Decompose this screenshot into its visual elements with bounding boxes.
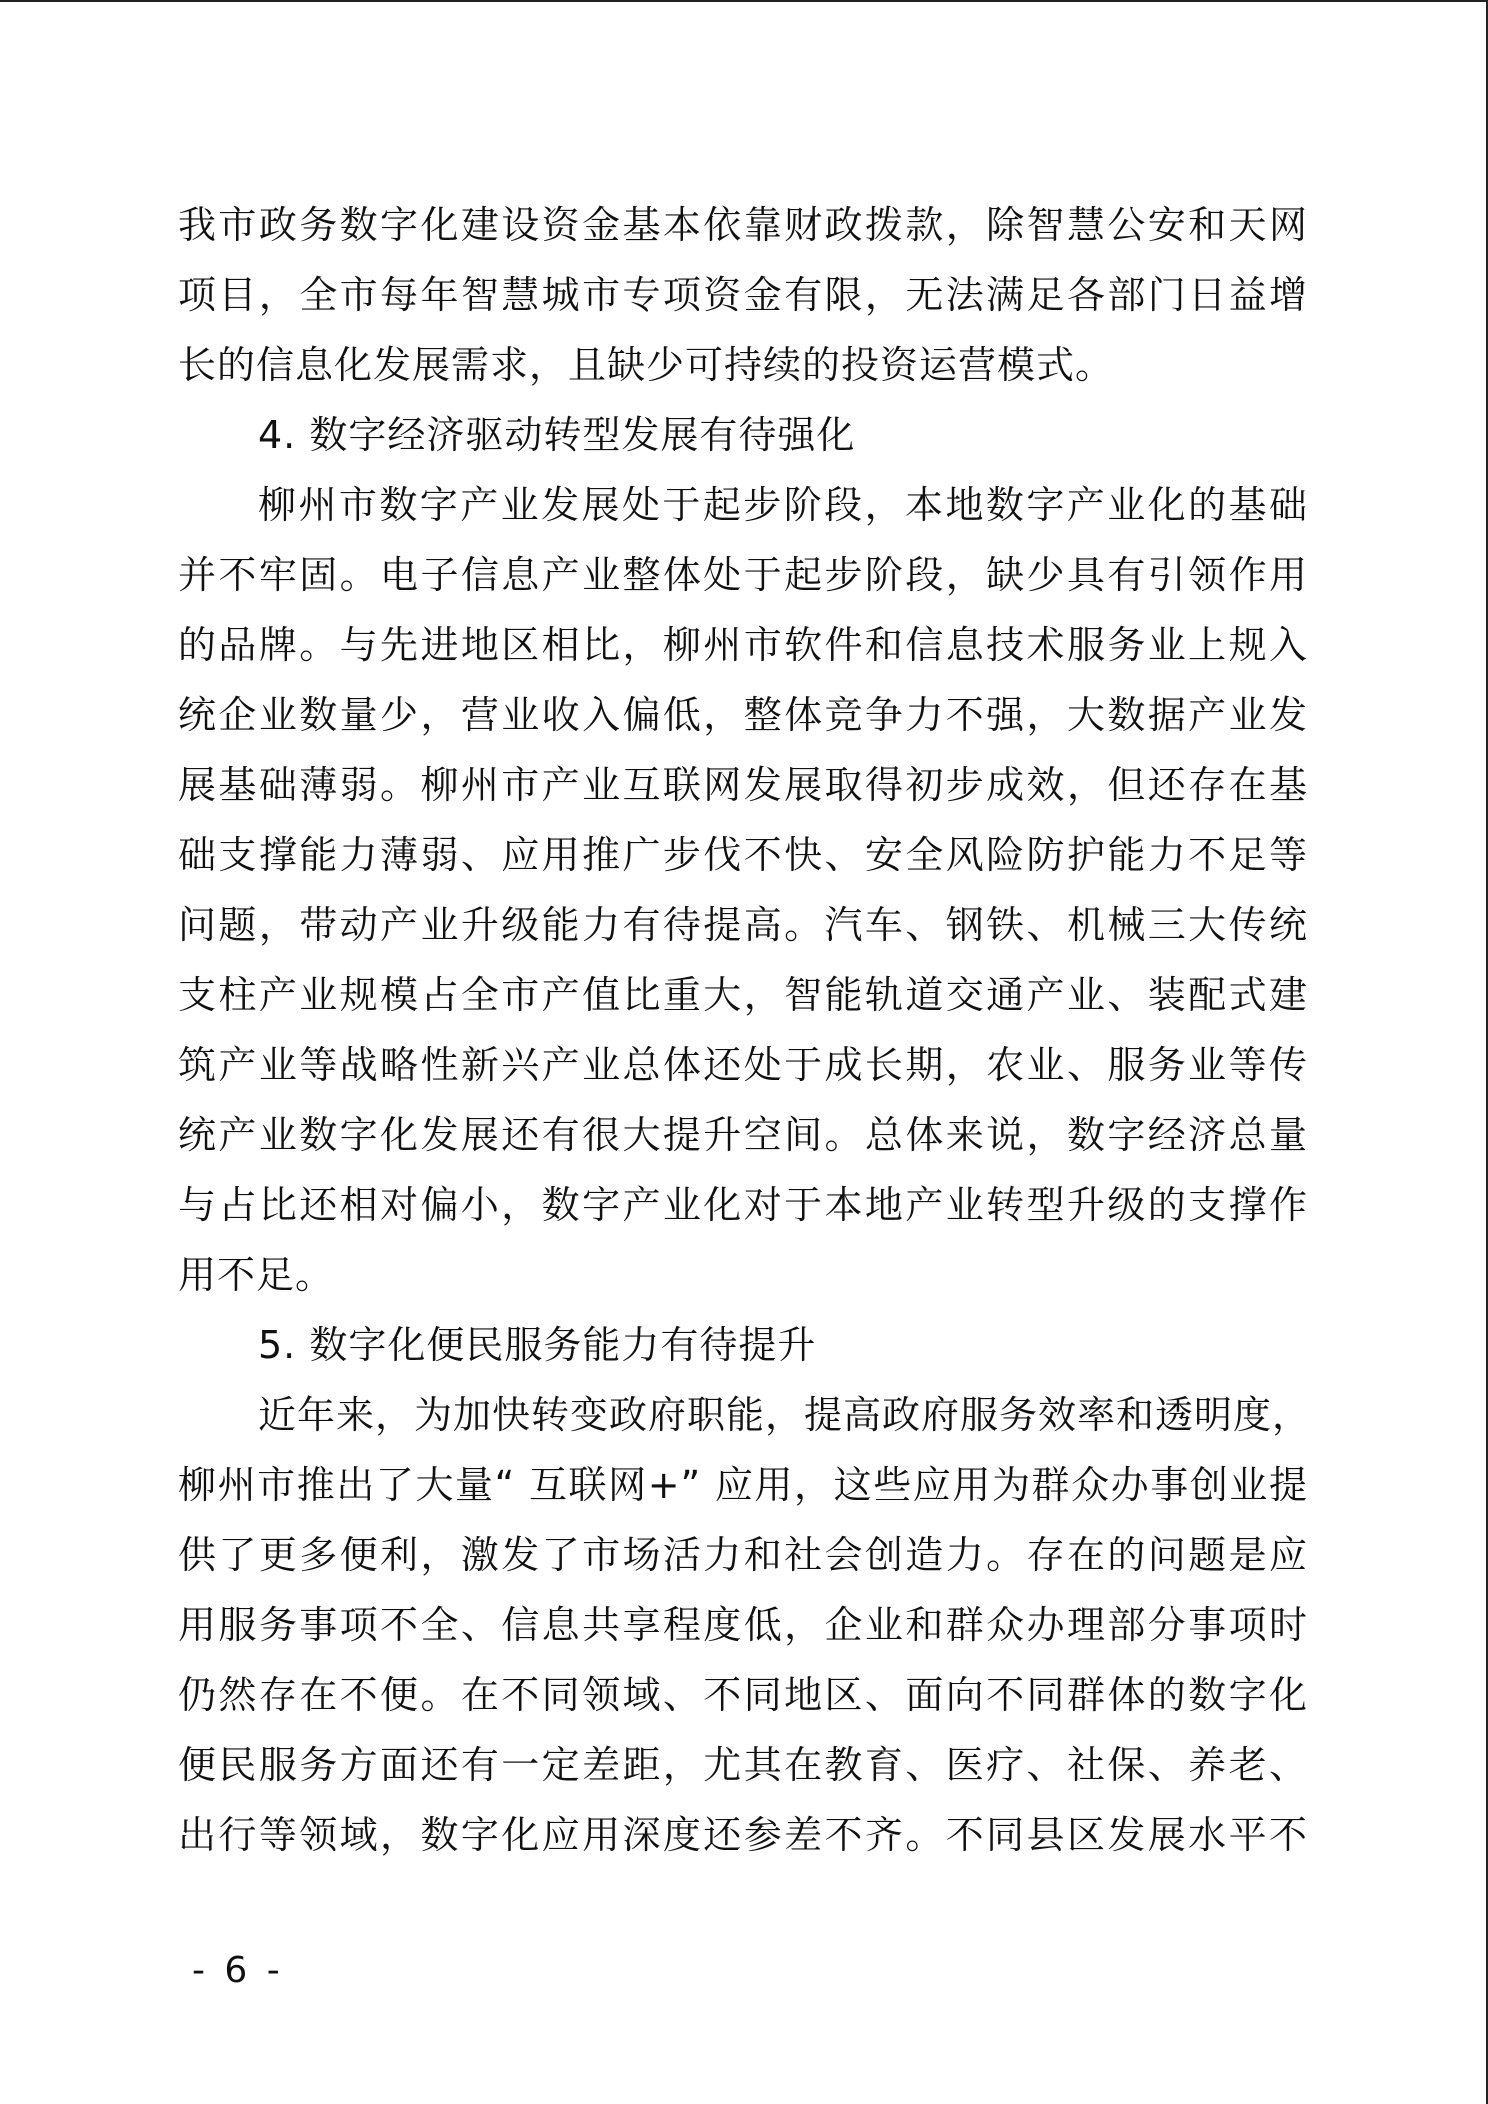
text-line: 用不足。 xyxy=(178,1253,335,1297)
text-line: 问题，带动产业升级能力有待提高。汽车、钢铁、机械三大传统 xyxy=(178,903,1308,947)
text-line: 统企业数量少，营业收入偏低，整体竞争力不强，大数据产业发 xyxy=(178,693,1308,737)
text-line: 长的信息化发展需求，且缺少可持续的投资运营模式。 xyxy=(178,343,1115,387)
text-line: 的品牌。与先进地区相比，柳州市软件和信息技术服务业上规入 xyxy=(178,623,1308,667)
text-line: 与占比还相对偏小，数字产业化对于本地产业转型升级的支撑作 xyxy=(178,1183,1308,1227)
text-line: 筑产业等战略性新兴产业总体还处于成长期，农业、服务业等传 xyxy=(178,1043,1308,1087)
text-line: 并不牢固。电子信息产业整体处于起步阶段，缺少具有引领作用 xyxy=(178,553,1308,597)
text-line: 仍然存在不便。在不同领域、不同地区、面向不同群体的数字化 xyxy=(178,1673,1308,1717)
text-line: 柳州市数字产业发展处于起步阶段，本地数字产业化的基础 xyxy=(258,483,1308,527)
text-line: 出行等领域，数字化应用深度还参差不齐。不同县区发展水平不 xyxy=(178,1813,1308,1857)
section-heading-4: 4. 数字经济驱动转型发展有待强化 xyxy=(258,413,856,457)
text-line: 统产业数字化发展还有很大提升空间。总体来说，数字经济总量 xyxy=(178,1113,1308,1157)
text-line: 我市政务数字化建设资金基本依靠财政拨款，除智慧公安和天网 xyxy=(178,203,1308,247)
text-line: 供了更多便利，激发了市场活力和社会创造力。存在的问题是应 xyxy=(178,1533,1308,1577)
text-line: 便民服务方面还有一定差距，尤其在教育、医疗、社保、养老、 xyxy=(178,1743,1308,1787)
page-number: - 6 - xyxy=(192,1950,284,1991)
body-text xyxy=(178,190,1312,1870)
text-line: 础支撑能力薄弱、应用推广步伐不快、安全风险防护能力不足等 xyxy=(178,833,1308,877)
top-border-line xyxy=(0,0,1488,2)
text-line: 柳州市推出了大量“ 互联网+” 应用，这些应用为群众办事创业提 xyxy=(178,1463,1308,1507)
text-line: 近年来，为加快转变政府职能，提高政府服务效率和透明度， xyxy=(258,1393,1312,1437)
text-line: 展基础薄弱。柳州市产业互联网发展取得初步成效，但还存在基 xyxy=(178,763,1308,807)
text-line: 用服务事项不全、信息共享程度低，企业和群众办理部分事项时 xyxy=(178,1603,1308,1647)
text-line: 项目，全市每年智慧城市专项资金有限，无法满足各部门日益增 xyxy=(178,273,1308,317)
text-line: 支柱产业规模占全市产值比重大，智能轨道交通产业、装配式建 xyxy=(178,973,1308,1017)
section-heading-5: 5. 数字化便民服务能力有待提升 xyxy=(258,1323,817,1367)
